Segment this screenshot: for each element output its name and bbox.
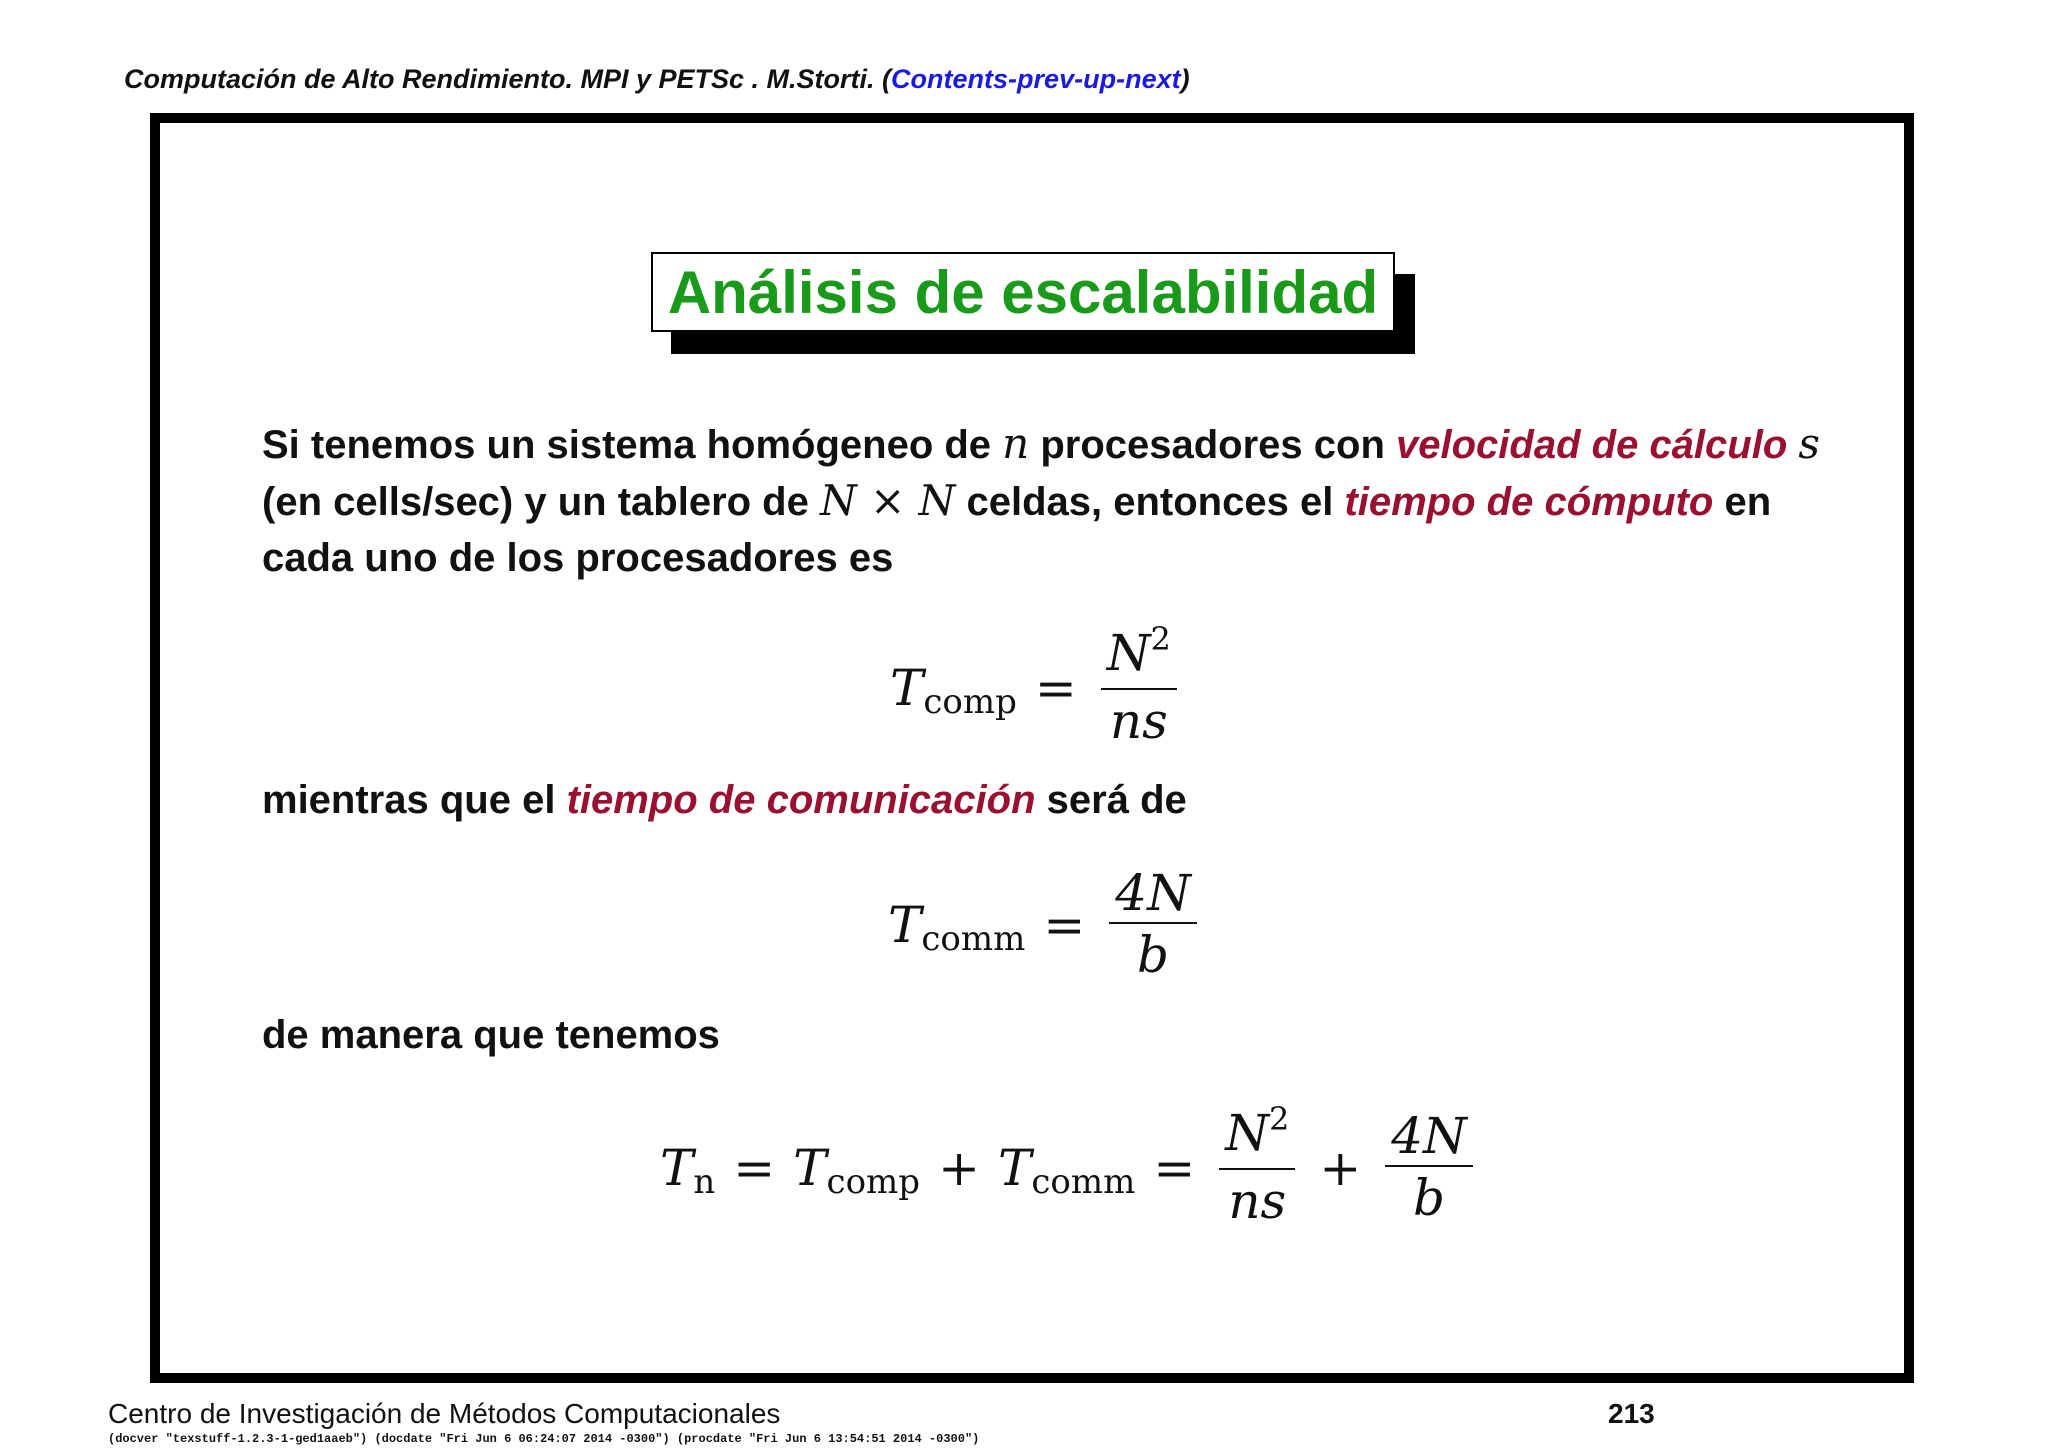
math-superscript: 2	[1268, 1100, 1290, 1138]
math-subscript: comp	[923, 682, 1017, 722]
paragraph-comm	[262, 772, 1822, 828]
math-subscript: n	[693, 1162, 716, 1202]
slide-title-box	[651, 252, 1395, 332]
math-var: T	[888, 896, 922, 954]
math-equals: =	[1034, 659, 1077, 717]
math-var-s: s	[1798, 419, 1820, 468]
math-plus: +	[1319, 1139, 1362, 1197]
fraction	[1109, 864, 1197, 986]
math-subscript: comm	[1031, 1162, 1136, 1202]
math-subscript: comm	[921, 919, 1026, 959]
math-var-n: n	[1002, 419, 1030, 468]
text: Si tenemos un sistema homógeneo de	[262, 423, 1003, 467]
emphasis-tiempo-comunicacion: tiempo de comunicación	[566, 778, 1036, 822]
math-equals: =	[1153, 1139, 1196, 1197]
nav-dash: -	[1116, 64, 1126, 94]
fraction-denominator: ns	[1109, 692, 1168, 750]
math-plus: +	[938, 1139, 980, 1197]
nav-contents-link[interactable]: Contents	[891, 64, 1009, 94]
nav-prev-link[interactable]: prev	[1017, 64, 1075, 94]
text: celdas, entonces el	[955, 480, 1345, 524]
math-equals: =	[1043, 896, 1086, 954]
nav-next-link[interactable]: next	[1125, 64, 1181, 94]
text: mientras que el	[262, 778, 567, 822]
equation-tcomp	[890, 620, 1183, 752]
header-close-paren: )	[1180, 64, 1190, 94]
math-var: N	[1225, 1104, 1269, 1162]
math-var: T	[660, 1139, 694, 1197]
text: (en cells/sec) y un tablero de	[262, 480, 820, 524]
fraction-numerator: 4N	[1115, 864, 1191, 922]
fraction	[1101, 620, 1177, 752]
math-var: T	[890, 659, 924, 717]
header-open-paren: (	[882, 64, 892, 94]
math-var-N: N	[819, 476, 857, 525]
equation-tn	[660, 1100, 1479, 1232]
math-superscript: 2	[1150, 620, 1171, 658]
nav-up-link[interactable]: up	[1083, 64, 1117, 94]
math-equals: =	[733, 1139, 776, 1197]
page-number: 213	[1608, 1398, 1655, 1429]
fraction	[1385, 1107, 1473, 1229]
paragraph-conclusion	[262, 1007, 1822, 1063]
fraction-numerator: 4N	[1391, 1107, 1467, 1165]
text: de manera que tenemos	[262, 1013, 720, 1057]
fraction-denominator: ns	[1228, 1172, 1287, 1230]
math-var: T	[793, 1139, 827, 1197]
footer-metadata: (docver "texstuff-1.2.3-1-ged1aaeb") (docdate "Fri Jun 6 06:24:07 2014 -0300") (procdate "Fri Jun 6 13:54:51 2014 -0300")	[108, 1432, 980, 1446]
fraction-numerator	[1219, 1100, 1295, 1168]
fraction-denominator: b	[1413, 1169, 1446, 1227]
paragraph-intro	[262, 416, 1822, 586]
equation-tcomm	[888, 864, 1203, 986]
emphasis-velocidad: velocidad de cálculo	[1396, 423, 1788, 467]
emphasis-tiempo-computo: tiempo de cómputo	[1344, 480, 1714, 524]
header-title: Computación de Alto Rendimiento. MPI y PETSc . M.Storti.	[124, 64, 883, 94]
running-header	[124, 64, 1190, 95]
nav-dash: -	[1008, 64, 1018, 94]
fraction-denominator: b	[1137, 926, 1170, 984]
math-subscript: comp	[826, 1162, 921, 1202]
fraction-numerator	[1101, 620, 1177, 688]
math-var: T	[997, 1139, 1032, 1197]
math-var: N	[1106, 624, 1151, 682]
text: será de	[1035, 778, 1187, 822]
math-var-N: N	[918, 476, 956, 525]
fraction	[1219, 1100, 1295, 1232]
slide-title: Análisis de escalabilidad	[667, 258, 1379, 326]
footer-institution: Centro de Investigación de Métodos Computacionales	[108, 1398, 781, 1429]
text: procesadores con	[1029, 423, 1397, 467]
text: en cada uno de los procesadores es	[262, 480, 1772, 580]
math-times: ×	[856, 476, 919, 525]
nav-dash: -	[1074, 64, 1084, 94]
